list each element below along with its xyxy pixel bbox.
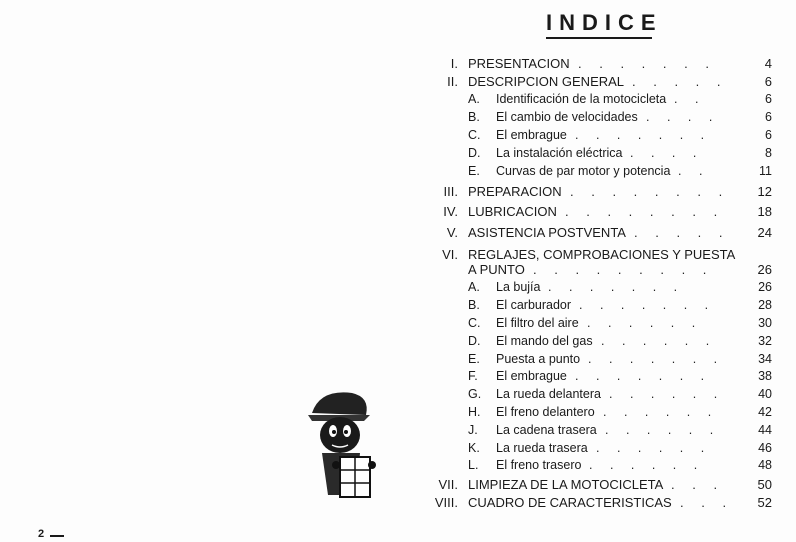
toc-entry-number: IV. — [443, 204, 458, 219]
toc-leader-dots: . . . . . . — [603, 405, 719, 419]
toc-entry-number: D. — [468, 146, 481, 160]
toc-subsection-row — [420, 457, 772, 474]
toc-subsection-row — [420, 386, 772, 403]
toc-subsection-row — [420, 333, 772, 350]
toc-page-number: 6 — [764, 74, 772, 89]
toc-leader-dots: . . . . . . — [609, 387, 725, 401]
toc-entry-label: El cambio de velocidades — [496, 110, 638, 124]
toc-page-number: 48 — [758, 458, 772, 472]
toc-leader-dots: . . . — [680, 495, 734, 510]
toc-leader-dots: . . . . . . — [605, 423, 721, 437]
toc-entry-label: PRESENTACION — [468, 56, 570, 71]
page-number-dash — [50, 535, 64, 537]
toc-leader-dots: . . . . . . . — [575, 128, 712, 142]
toc-entry-number: A. — [468, 280, 480, 294]
toc-subsection-row — [420, 109, 772, 126]
toc-leader-dots: . . . . . . — [601, 334, 717, 348]
toc-page-number: 6 — [765, 110, 772, 124]
toc-entry-number: VII. — [438, 477, 458, 492]
toc-page-number: 11 — [759, 164, 772, 178]
toc-entry-label: ASISTENCIA POSTVENTA — [468, 225, 626, 240]
toc-entry-number: A. — [468, 92, 480, 106]
toc-page-number: 50 — [757, 477, 772, 492]
title-underline — [546, 37, 652, 39]
toc-page-number: 12 — [757, 184, 772, 199]
toc-entry-number: III. — [443, 184, 458, 199]
toc-entry-label: Identificación de la motocicleta — [496, 92, 667, 106]
toc-entry-number: VI. — [442, 247, 458, 262]
toc-entry-number: B. — [468, 110, 480, 124]
toc-entry-label: El freno delantero — [496, 405, 595, 419]
toc-leader-dots: . . — [678, 164, 710, 178]
toc-section-row — [420, 183, 772, 200]
toc-section-row — [420, 55, 772, 72]
toc-entry-number: VIII. — [434, 495, 458, 510]
toc-leader-dots: . . . . . . . . . — [533, 262, 714, 277]
toc-entry-number: L. — [468, 458, 479, 472]
toc-entry-number: V. — [446, 225, 458, 240]
toc-entry-label: La rueda trasera — [496, 441, 588, 455]
toc-entry-number: H. — [468, 405, 481, 419]
toc-page-number: 40 — [758, 387, 772, 401]
toc-entry-label: La rueda delantera — [496, 387, 601, 401]
toc-entry-number: B. — [468, 298, 480, 312]
toc-entry-label: Puesta a punto — [496, 352, 581, 366]
toc-entry-number: C. — [468, 128, 481, 142]
toc-page-number: 26 — [758, 280, 772, 294]
toc-entry-number: J. — [468, 423, 478, 437]
toc-leader-dots: . . . . . — [632, 74, 728, 89]
toc-leader-dots: . . . . . . . . — [570, 184, 730, 199]
toc-section-row — [420, 494, 772, 511]
toc-section-row — [420, 476, 772, 493]
toc-subsection-row — [420, 163, 772, 180]
toc-entry-label: La cadena trasera — [496, 423, 597, 437]
toc-section-row — [420, 261, 772, 278]
toc-entry-label: El carburador — [496, 298, 572, 312]
toc-page-number: 32 — [758, 334, 772, 348]
toc-page-number: 44 — [758, 423, 772, 437]
toc-page-number: 34 — [758, 352, 772, 366]
mechanic-illustration — [300, 385, 390, 505]
toc-leader-dots: . . . . — [646, 110, 720, 124]
toc-entry-label: El embrague — [496, 369, 567, 383]
toc-entry-label: REGLAJES, COMPROBACIONES Y PUESTA — [468, 247, 736, 262]
toc-subsection-row — [420, 422, 772, 439]
toc-entry-label: El embrague — [496, 128, 567, 142]
toc-entry-label: A PUNTO — [468, 262, 525, 277]
toc-subsection-row — [420, 440, 772, 457]
toc-entry-label: El filtro del aire — [496, 316, 579, 330]
toc-subsection-row — [420, 145, 772, 162]
toc-page-number: 28 — [758, 298, 772, 312]
toc-leader-dots: . . . . . — [634, 225, 730, 240]
toc-leader-dots: . . . . . . . — [548, 280, 685, 294]
toc-entry-number: II. — [447, 74, 458, 89]
toc-leader-dots: . . . . . . . . — [565, 204, 725, 219]
toc-page-number: 26 — [757, 262, 772, 277]
toc-entry-label: La bujía — [496, 280, 541, 294]
toc-entry-label: El freno trasero — [496, 458, 582, 472]
toc-subsection-row — [420, 368, 772, 385]
toc-subsection-row — [420, 127, 772, 144]
toc-entry-label: LIMPIEZA DE LA MOTOCICLETA — [468, 477, 664, 492]
toc-page-number: 4 — [764, 56, 772, 71]
toc-entry-label: Curvas de par motor y potencia — [496, 164, 671, 178]
toc-entry-number: E. — [468, 164, 480, 178]
toc-entry-number: I. — [450, 56, 458, 71]
toc-leader-dots: . . . . . . . — [578, 56, 716, 71]
toc-subsection-row — [420, 404, 772, 421]
toc-page-number: 42 — [758, 405, 772, 419]
toc-entry-number: F. — [468, 369, 478, 383]
toc-subsection-row — [420, 279, 772, 296]
toc-entry-label: DESCRIPCION GENERAL — [468, 74, 625, 89]
toc-section-row — [420, 73, 772, 90]
toc-entry-label: PREPARACION — [468, 184, 562, 199]
toc-leader-dots: . . . . . . — [596, 441, 712, 455]
toc-entry-number: G. — [468, 387, 482, 401]
toc-page-number: 6 — [765, 92, 772, 106]
toc-section-row — [420, 203, 772, 220]
toc-entry-label: LUBRICACION — [468, 204, 557, 219]
toc-entry-label: El mando del gas — [496, 334, 593, 348]
toc-subsection-row — [420, 315, 772, 332]
toc-leader-dots: . . . . . . . — [579, 298, 716, 312]
toc-leader-dots: . . . . . . — [589, 458, 705, 472]
index-title: INDICE — [546, 10, 663, 35]
toc-entry-number: C. — [468, 316, 481, 330]
toc-page-number: 46 — [758, 441, 772, 455]
toc-page-number: 30 — [758, 316, 772, 330]
toc-entry-label: CUADRO DE CARACTERISTICAS — [468, 495, 672, 510]
toc-leader-dots: . . . . . . . — [575, 369, 712, 383]
toc-subsection-row — [420, 297, 772, 314]
toc-page-number: 8 — [765, 146, 772, 160]
toc-page-number: 6 — [765, 128, 772, 142]
toc-page-number: 38 — [758, 369, 772, 383]
toc-entry-number: E. — [468, 352, 480, 366]
toc-subsection-row — [420, 351, 772, 368]
toc-page-number: 52 — [757, 495, 772, 510]
toc-leader-dots: . . . — [671, 477, 725, 492]
toc-leader-dots: . . . . . . — [587, 316, 703, 330]
toc-entry-label: La instalación eléctrica — [496, 146, 623, 160]
toc-leader-dots: . . . . . . . — [588, 352, 725, 366]
toc-leader-dots: . . . . — [630, 146, 704, 160]
toc-page-number: 24 — [757, 225, 772, 240]
toc-subsection-row — [420, 91, 772, 108]
page-number: 2 — [38, 528, 45, 540]
toc-leader-dots: . . — [674, 92, 706, 106]
toc-entry-number: K. — [468, 441, 480, 455]
toc-section-row — [420, 224, 772, 241]
toc-page-number: 18 — [757, 204, 772, 219]
toc-entry-number: D. — [468, 334, 481, 348]
